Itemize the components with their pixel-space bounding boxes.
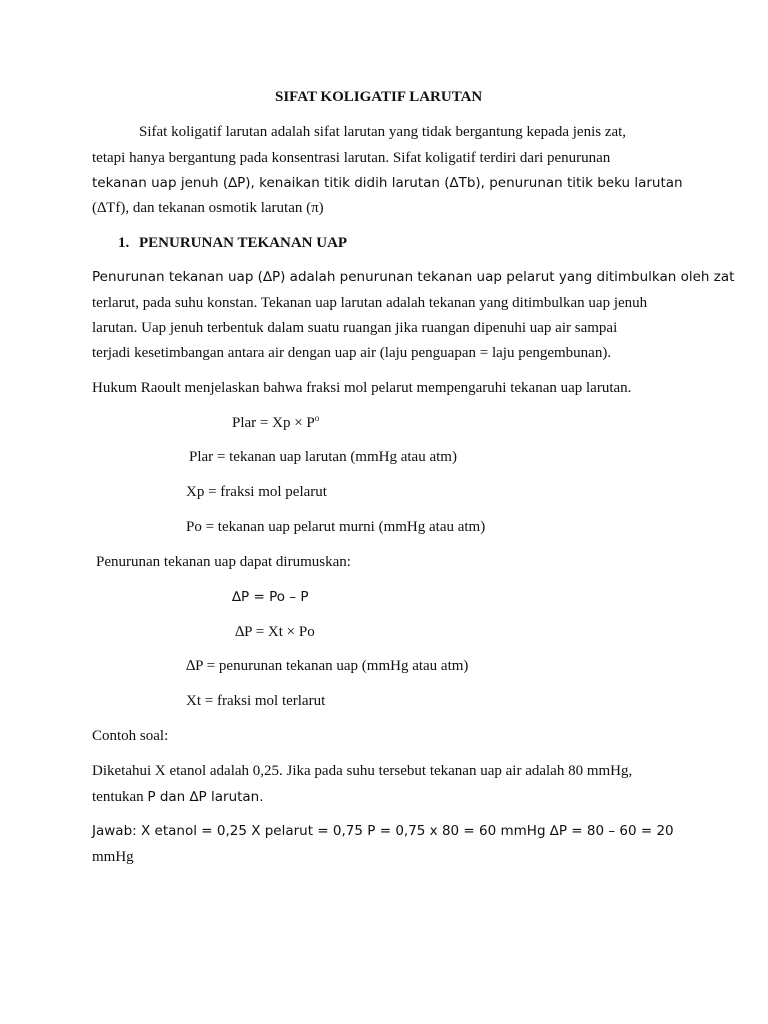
formula-plar-superscript: o [314, 413, 320, 423]
definition-po: Po = tekanan uap pelarut murni (mmHg atau atm) [186, 519, 486, 535]
formula-plar [232, 414, 319, 432]
answer-line-2: mmHg [92, 849, 134, 865]
example-heading: Contoh soal: [92, 728, 169, 744]
dirumuskan-text: Penurunan tekanan uap dapat dirumuskan: [96, 554, 351, 570]
problem-line-2-part-b: P dan ∆P larutan. [147, 789, 264, 805]
para1-line-4: terjadi kesetimbangan antara air dengan uap air (laju penguapan = laju pengembunan). [92, 345, 612, 361]
section-number: 1. [118, 235, 130, 251]
section-heading: PENURUNAN TEKANAN UAP [139, 235, 348, 251]
answer-line-1: Jawab: X etanol = 0,25 X pelarut = 0,75 P = 0,75 x 80 = 60 mmHg ∆P = 80 – 60 = 20 [92, 823, 674, 839]
problem-line-2 [92, 788, 264, 806]
para1-line-2: terlarut, pada suhu konstan. Tekanan uap larutan adalah tekanan yang ditimbulkan uap jenuh [92, 295, 648, 311]
definition-xt: Xt = fraksi mol terlarut [186, 693, 326, 709]
para1-line-3: larutan. Uap jenuh terbentuk dalam suatu ruangan jika ruangan dipenuhi uap air sampai [92, 320, 618, 336]
intro-line-3: tekanan uap jenuh (∆P), kenaikan titik didih larutan (∆Tb), penurunan titik beku larutan [92, 175, 683, 191]
raoult-law-text: Hukum Raoult menjelaskan bahwa fraksi mol pelarut mempengaruhi tekanan uap larutan. [92, 380, 632, 396]
intro-line-2: tetapi hanya bergantung pada konsentrasi larutan. Sifat koligatif terdiri dari penurunan [92, 150, 611, 166]
formula-plar-main: Plar = Xp × P [232, 415, 315, 431]
definition-delta-p: ∆P = penurunan tekanan uap (mmHg atau atm) [186, 658, 469, 674]
formula-delta-p-1: ∆P = Po – P [232, 589, 309, 605]
intro-line-1: Sifat koligatif larutan adalah sifat larutan yang tidak bergantung kepada jenis zat, [139, 124, 627, 140]
para1-line-1: Penurunan tekanan uap (∆P) adalah penurunan tekanan uap pelarut yang ditimbulkan oleh zat [92, 269, 735, 285]
page-title: SIFAT KOLIGATIF LARUTAN [275, 89, 483, 105]
formula-delta-p-2: ∆P = Xt × Po [235, 624, 315, 640]
problem-line-2-part-a: tentukan [92, 789, 148, 805]
intro-line-4: (∆Tf), dan tekanan osmotik larutan (π) [92, 200, 324, 216]
problem-line-1: Diketahui X etanol adalah 0,25. Jika pada suhu tersebut tekanan uap air adalah 80 mmHg, [92, 763, 633, 779]
definition-xp: Xp = fraksi mol pelarut [186, 484, 327, 500]
definition-plar: Plar = tekanan uap larutan (mmHg atau atm) [189, 449, 457, 465]
